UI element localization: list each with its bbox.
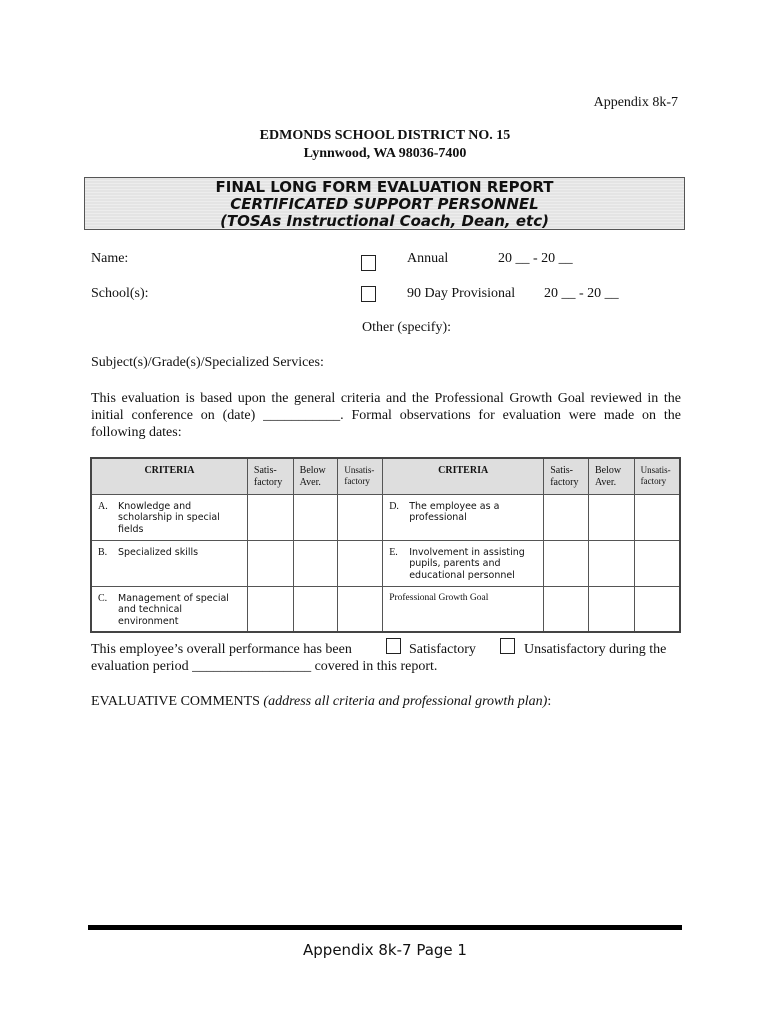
rating-cell[interactable] (588, 586, 634, 632)
comments-colon: : (547, 694, 552, 709)
criterion-text: Specialized skills (118, 546, 199, 558)
criterion-c (91, 586, 247, 632)
district-name: EDMONDS SCHOOL DISTRICT NO. 15 (259, 128, 511, 143)
table-row (91, 494, 680, 540)
rating-cell[interactable] (293, 586, 338, 632)
title-box (84, 177, 685, 230)
rating-cell[interactable] (588, 494, 634, 540)
schools-label: School(s): (91, 286, 149, 301)
footer-rule (88, 925, 682, 930)
title-line-1: FINAL LONG FORM EVALUATION REPORT (215, 178, 554, 196)
rating-cell[interactable] (634, 586, 680, 632)
criterion-b (91, 540, 247, 586)
criterion-letter: A. (98, 500, 108, 512)
rating-cell[interactable] (247, 586, 293, 632)
district-address: Lynnwood, WA 98036-7400 (303, 146, 467, 161)
rating-cell[interactable] (588, 540, 634, 586)
criterion-d (383, 494, 544, 540)
criterion-text: Professional Growth Goal (389, 592, 489, 603)
subjects-label: Subject(s)/Grade(s)/Specialized Services: (91, 355, 324, 370)
criterion-a (91, 494, 247, 540)
rating-cell[interactable] (634, 540, 680, 586)
title-line-2: CERTIFICATED SUPPORT PERSONNEL (230, 195, 539, 213)
rating-cell[interactable] (544, 540, 589, 586)
annual-years: 20 __ - 20 __ (498, 251, 573, 266)
criterion-letter: E. (389, 546, 398, 558)
title-line-3: (TOSAs Instructional Coach, Dean, etc) (220, 212, 549, 230)
intro-paragraph: This evaluation is based upon the general criteria and the Professional Growth Goal reviewed in the initial conference on (date) ___________. Formal observations for evaluation were made on the following dates: (91, 391, 681, 440)
criterion-letter: D. (389, 500, 399, 512)
criterion-letter: C. (98, 592, 108, 604)
table-row (91, 586, 680, 632)
criterion-growth-goal (383, 586, 544, 632)
appendix-label: Appendix 8k-7 (593, 95, 678, 110)
criterion-text: Knowledge and scholarship in special fields (118, 500, 220, 535)
unsatisfactory-header-right: Unsatis-factory (634, 458, 680, 494)
comments-label: EVALUATIVE COMMENTS (91, 694, 260, 709)
criteria-header-left: CRITERIA (91, 458, 247, 494)
annual-label: Annual (407, 251, 449, 266)
rating-cell[interactable] (634, 494, 680, 540)
criteria-header-right: CRITERIA (383, 458, 544, 494)
rating-cell[interactable] (293, 494, 338, 540)
below-header-right: Below Aver. (588, 458, 634, 494)
below-header-left: Below Aver. (293, 458, 338, 494)
rating-cell[interactable] (544, 494, 589, 540)
district-header (0, 127, 770, 163)
rating-cell[interactable] (338, 540, 383, 586)
unsatisfactory-label: Unsatisfactory during the (524, 642, 667, 657)
annual-checkbox[interactable] (361, 255, 376, 271)
provisional-label: 90 Day Provisional (407, 286, 516, 301)
table-header-row (91, 458, 680, 494)
rating-cell[interactable] (247, 494, 293, 540)
rating-cell[interactable] (293, 540, 338, 586)
criteria-table (90, 457, 681, 633)
name-label: Name: (91, 251, 129, 266)
rating-cell[interactable] (338, 586, 383, 632)
provisional-years: 20 __ - 20 __ (544, 286, 619, 301)
comments-heading (91, 694, 551, 710)
rating-cell[interactable] (544, 586, 589, 632)
satisfactory-header-right: Satis-factory (544, 458, 589, 494)
provisional-checkbox[interactable] (361, 286, 376, 302)
rating-cell[interactable] (338, 494, 383, 540)
satisfactory-label: Satisfactory (409, 642, 476, 657)
criterion-text: Involvement in assisting pupils, parents and educational personnel (409, 546, 525, 581)
criterion-text: Management of special and technical environment (118, 592, 229, 627)
table-row (91, 540, 680, 586)
performance-text: This employee’s overall performance has been (91, 642, 352, 657)
page-footer: Appendix 8k-7 Page 1 (303, 941, 467, 959)
other-label: Other (specify): (362, 320, 452, 335)
rating-cell[interactable] (247, 540, 293, 586)
criterion-letter: B. (98, 546, 108, 558)
unsatisfactory-header-left: Unsatis-factory (338, 458, 383, 494)
comments-note: (address all criteria and professional growth plan) (263, 694, 548, 709)
satisfactory-header-left: Satis-factory (247, 458, 293, 494)
evaluation-period-text: evaluation period _________________ covered in this report. (91, 659, 438, 674)
criterion-e (383, 540, 544, 586)
criterion-text: The employee as a professional (409, 500, 500, 523)
unsatisfactory-checkbox[interactable] (500, 638, 515, 654)
satisfactory-checkbox[interactable] (386, 638, 401, 654)
